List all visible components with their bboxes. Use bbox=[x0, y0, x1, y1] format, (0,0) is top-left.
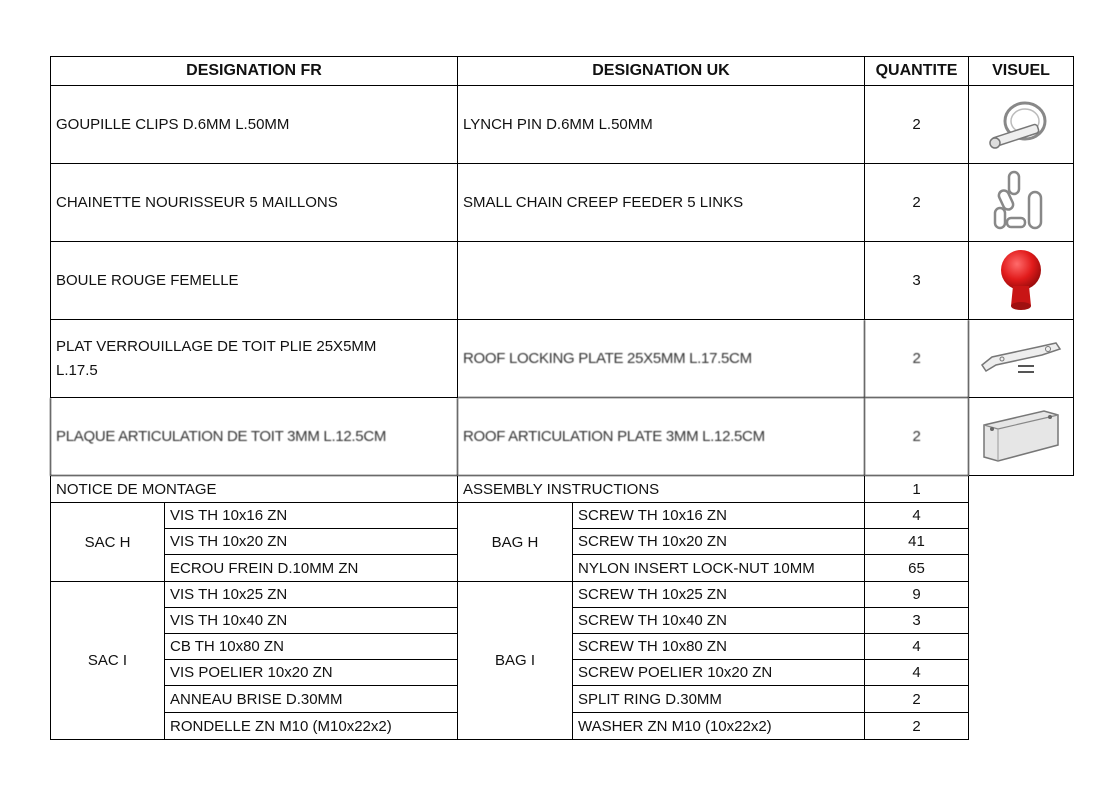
bag-i-uk-label: BAG I bbox=[458, 582, 573, 740]
item-fr: PLAQUE ARTICULATION DE TOIT 3MM L.12.5CM bbox=[50, 398, 458, 476]
bag-row-uk: SPLIT RING D.30MM bbox=[573, 686, 865, 713]
lynch-pin-icon bbox=[981, 95, 1061, 155]
bag-row-uk: SCREW TH 10x80 ZN bbox=[573, 634, 865, 660]
bag-row-fr: ANNEAU BRISE D.30MM bbox=[165, 686, 458, 713]
header-designation-uk: DESIGNATION UK bbox=[458, 56, 865, 86]
bag-row-fr: ECROU FREIN D.10MM ZN bbox=[165, 555, 458, 582]
bag-row-qty: 4 bbox=[865, 503, 969, 529]
item-fr: BOULE ROUGE FEMELLE bbox=[50, 242, 458, 320]
item-uk: LYNCH PIN D.6MM L.50MM bbox=[458, 86, 865, 164]
bag-row-fr: VIS POELIER 10x20 ZN bbox=[165, 660, 458, 686]
bag-row-fr: RONDELLE ZN M10 (M10x22x2) bbox=[165, 713, 458, 740]
bag-row-uk: SCREW POELIER 10x20 ZN bbox=[573, 660, 865, 686]
bag-row-qty: 9 bbox=[865, 582, 969, 608]
item-fr-text: PLAT VERROUILLAGE DE TOIT PLIE 25X5MM L.17.5 bbox=[56, 337, 377, 379]
item-uk: SMALL CHAIN CREEP FEEDER 5 LINKS bbox=[458, 164, 865, 242]
bag-row-uk: SCREW TH 10x25 ZN bbox=[573, 582, 865, 608]
item-fr: GOUPILLE CLIPS D.6MM L.50MM bbox=[50, 86, 458, 164]
header-quantite: QUANTITE bbox=[865, 56, 969, 86]
bag-row-uk: WASHER ZN M10 (10x22x2) bbox=[573, 713, 865, 740]
item-visual bbox=[969, 242, 1074, 320]
hinge-plate-icon bbox=[978, 405, 1064, 469]
bag-row-fr: CB TH 10x80 ZN bbox=[165, 634, 458, 660]
parts-list-table bbox=[50, 56, 1074, 740]
item-qty: 2 bbox=[865, 398, 969, 476]
bag-row-qty: 41 bbox=[865, 529, 969, 555]
notice-qty: 1 bbox=[865, 476, 969, 503]
item-visual bbox=[969, 398, 1074, 476]
bag-row-uk: SCREW TH 10x40 ZN bbox=[573, 608, 865, 634]
item-fr: CHAINETTE NOURISSEUR 5 MAILLONS bbox=[50, 164, 458, 242]
bag-row-fr: VIS TH 10x20 ZN bbox=[165, 529, 458, 555]
bag-row-qty: 4 bbox=[865, 660, 969, 686]
bag-row-fr: VIS TH 10x40 ZN bbox=[165, 608, 458, 634]
header-visuel: VISUEL bbox=[969, 56, 1074, 86]
item-visual bbox=[969, 86, 1074, 164]
item-visual bbox=[969, 164, 1074, 242]
bag-row-uk: SCREW TH 10x20 ZN bbox=[573, 529, 865, 555]
item-fr bbox=[50, 320, 458, 398]
red-ball-icon bbox=[991, 246, 1051, 316]
header-designation-fr: DESIGNATION FR bbox=[50, 56, 458, 86]
bag-row-qty: 2 bbox=[865, 713, 969, 740]
notice-uk: ASSEMBLY INSTRUCTIONS bbox=[458, 476, 865, 503]
item-qty: 2 bbox=[865, 320, 969, 398]
item-qty: 2 bbox=[865, 86, 969, 164]
chain-icon bbox=[981, 168, 1061, 238]
bag-row-fr: VIS TH 10x25 ZN bbox=[165, 582, 458, 608]
bag-h-uk-label: BAG H bbox=[458, 503, 573, 582]
bag-row-qty: 2 bbox=[865, 686, 969, 713]
locking-plate-icon bbox=[978, 339, 1064, 379]
notice-fr: NOTICE DE MONTAGE bbox=[50, 476, 458, 503]
item-qty: 2 bbox=[865, 164, 969, 242]
item-qty: 3 bbox=[865, 242, 969, 320]
bag-row-qty: 3 bbox=[865, 608, 969, 634]
bag-h-fr-label: SAC H bbox=[50, 503, 165, 582]
item-uk: ROOF ARTICULATION PLATE 3MM L.12.5CM bbox=[458, 398, 865, 476]
bag-row-qty: 65 bbox=[865, 555, 969, 582]
item-uk: ROOF LOCKING PLATE 25X5MM L.17.5CM bbox=[458, 320, 865, 398]
item-uk bbox=[458, 242, 865, 320]
bag-row-qty: 4 bbox=[865, 634, 969, 660]
bag-i-fr-label: SAC I bbox=[50, 582, 165, 740]
item-visual bbox=[969, 320, 1074, 398]
bag-row-uk: NYLON INSERT LOCK-NUT 10MM bbox=[573, 555, 865, 582]
bag-row-uk: SCREW TH 10x16 ZN bbox=[573, 503, 865, 529]
bag-row-fr: VIS TH 10x16 ZN bbox=[165, 503, 458, 529]
